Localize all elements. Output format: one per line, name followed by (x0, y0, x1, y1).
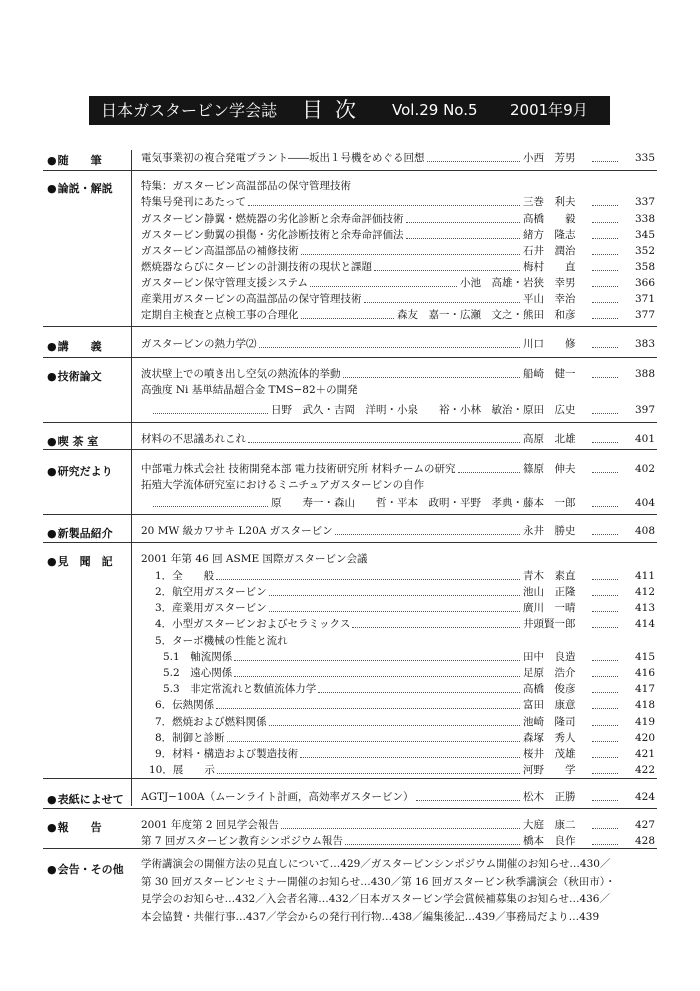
entry-title: 拓殖大学流体研究室におけるミニチュアガスタービンの自作 (141, 479, 425, 491)
toc-entry[interactable] (141, 495, 700, 511)
toc-entry[interactable] (141, 551, 700, 567)
toc-entry[interactable] (141, 477, 700, 493)
toc-entry[interactable] (141, 194, 700, 210)
entry-title: 2001 年第 46 回 ASME 国際ガスタービン会議 (141, 553, 368, 565)
page-number: 388 (635, 368, 656, 380)
entry-title: 特集号発刊にあたって (141, 196, 246, 208)
page-number: 383 (635, 338, 656, 350)
dot-leader (592, 730, 618, 742)
dot-leader (592, 307, 618, 319)
entry-title: 産業用ガスタービンの高温部品の保守管理技術 (141, 293, 362, 305)
dot-leader (153, 495, 268, 507)
dot-leader (259, 336, 520, 348)
toc-entry[interactable] (141, 714, 700, 730)
entry-title: 5.2 遠心関係 (163, 667, 233, 679)
entry-author: 緒方 隆志 (523, 229, 576, 241)
journal-name: 日本ガスタービン学会誌 (101, 101, 278, 120)
section-label: ●報 告 (47, 821, 102, 834)
entry-author: 永井 勝史 (523, 525, 576, 537)
toc-entry[interactable] (141, 461, 700, 477)
dot-leader (592, 681, 618, 693)
entry-author: 小池 高雄・岩狭 幸男 (460, 277, 576, 289)
dot-leader (234, 649, 520, 661)
entry-title: 高強度 Ni 基単結晶超合金 TMS−82＋の開発 (141, 384, 358, 396)
page-number: 424 (635, 791, 656, 803)
dot-leader (310, 275, 457, 287)
dot-leader (592, 817, 618, 829)
dot-leader (592, 568, 618, 580)
toc-entry[interactable] (141, 291, 700, 307)
page-number: 427 (635, 819, 656, 831)
toc-entry[interactable] (141, 275, 700, 291)
section-label: ●研究だより (47, 465, 113, 478)
entry-author: 森塚 秀人 (523, 732, 576, 744)
toc-entry[interactable] (141, 746, 700, 762)
page-number: 404 (635, 497, 656, 509)
toc-entry[interactable] (141, 600, 700, 616)
page-number: 335 (635, 152, 656, 164)
dot-leader (406, 211, 520, 223)
entry-title: 20 MW 級カワサキ L20A ガスタービン (141, 525, 333, 537)
dot-leader (592, 194, 618, 206)
toc-entry[interactable] (141, 178, 700, 194)
section-label: ●講 義 (47, 340, 102, 353)
dot-leader (592, 150, 618, 162)
page-number: 418 (635, 699, 656, 711)
toc-entry[interactable] (141, 649, 700, 665)
page-number: 377 (635, 309, 656, 321)
entry-title: 中部電力株式会社 技術開発本部 電力技術研究所 材料チームの研究 (141, 463, 456, 475)
entry-title: 特集：ガスタービン高温部品の保守管理技術 (141, 180, 351, 192)
section-divider (43, 542, 657, 543)
dot-leader (592, 291, 618, 303)
dot-leader (301, 243, 520, 255)
section-label: ●会告・その他 (47, 863, 124, 876)
entry-author: 日野 武久・吉岡 洋明・小泉 裕・小林 敏治・原田 広史 (271, 404, 576, 416)
entry-author: 高原 北雄 (523, 433, 576, 445)
entry-author: 三巻 利夫 (523, 196, 576, 208)
dot-leader (248, 194, 520, 206)
entry-author: 河野 学 (523, 764, 576, 776)
entry-author: 川口 修 (523, 338, 576, 350)
page-number: 397 (635, 404, 656, 416)
dot-leader (406, 227, 520, 239)
section-divider (43, 808, 657, 809)
dot-leader (592, 243, 618, 255)
dot-leader (592, 665, 618, 677)
dot-leader (364, 291, 520, 303)
page-number: 338 (635, 213, 656, 225)
page-number: 345 (635, 229, 656, 241)
dot-leader (416, 789, 520, 801)
dot-leader (281, 817, 520, 829)
dot-leader (592, 259, 618, 271)
page-number: 408 (635, 525, 656, 537)
entry-author: 船崎 健一 (523, 368, 576, 380)
entry-author: 石井 潤治 (523, 245, 576, 257)
entry-title: ガスタービン保守管理支援システム (141, 277, 308, 289)
entry-author: 足原 浩介 (523, 667, 576, 679)
page-number: 402 (635, 463, 656, 475)
entry-title: 2001 年度第 2 回見学会報告 (141, 819, 279, 831)
entry-author: 青木 素直 (523, 570, 576, 582)
section-label: ●技術論文 (47, 370, 102, 383)
page-number: 422 (635, 764, 656, 776)
dot-leader (301, 307, 394, 319)
section-divider (43, 778, 657, 779)
dot-leader (269, 584, 520, 596)
section-divider (43, 848, 657, 849)
dot-leader (592, 402, 618, 414)
dot-leader (592, 584, 618, 596)
entry-title: 3．産業用ガスタービン (155, 602, 267, 614)
entry-title: 定期自主検査と点検工事の合理化 (141, 309, 299, 321)
dot-leader (592, 714, 618, 726)
dot-leader (345, 833, 520, 845)
toc-entry[interactable] (141, 402, 700, 418)
toc-entry[interactable] (141, 584, 700, 600)
dot-leader (592, 336, 618, 348)
entry-title: 2．航空用ガスタービン (155, 586, 267, 598)
column-divider (131, 150, 132, 806)
entry-title: AGTJ−100A（ムーンライト計画，高効率ガスタービン） (141, 791, 414, 803)
section-label: ●見 聞 記 (47, 555, 113, 568)
entry-author: 篠原 伸夫 (523, 463, 576, 475)
toc-entry[interactable] (141, 523, 700, 539)
dot-leader (592, 495, 618, 507)
dot-leader (352, 616, 520, 628)
toc-entry[interactable] (141, 336, 700, 352)
dot-leader (592, 227, 618, 239)
dot-leader (335, 523, 520, 535)
section-label: ●喫 茶 室 (47, 435, 99, 448)
entry-title: 8．制御と診断 (155, 732, 225, 744)
toc-entry[interactable] (141, 150, 700, 166)
dot-leader (269, 600, 520, 612)
toc-entry[interactable] (141, 382, 700, 398)
entry-title: ガスタービン高温部品の補修技術 (141, 245, 299, 257)
entry-title: 5．ターボ機械の性能と流れ (155, 635, 288, 647)
dot-leader (592, 789, 618, 801)
dot-leader (458, 461, 520, 473)
entry-author: 廣川 一晴 (523, 602, 576, 614)
page-number: 415 (635, 651, 656, 663)
entry-title: 9．材料・構造および製造技術 (155, 748, 299, 760)
misc-line[interactable]: 第 30 回ガスタービンセミナー開催のお知らせ…430／第 16 回ガスタービン秋季講演会（秋田市）・ (141, 875, 616, 888)
entry-title: 材料の不思議あれこれ (141, 433, 246, 445)
toc-entry[interactable] (141, 243, 700, 259)
entry-author: 橋本 良作 (523, 835, 576, 847)
toc-entry[interactable] (141, 730, 700, 746)
entry-title: 1．全 般 (155, 570, 215, 582)
toc-entry[interactable] (141, 789, 700, 805)
volume-number: Vol.29 No.5 (392, 101, 478, 119)
entry-title: 電気事業初の複合発電プラント――坂出１号機をめぐる回想 (141, 152, 425, 164)
dot-leader (592, 762, 618, 774)
toc-entry[interactable] (141, 697, 700, 713)
entry-author: 田中 良造 (523, 651, 576, 663)
page-title: 目次 (302, 98, 368, 122)
misc-line[interactable]: 学術講演会の開催方法の見直しについて…429／ガスタービンシンポジウム開催のお知らせ…430／ (141, 858, 611, 870)
entry-author: 桜井 茂雄 (523, 748, 576, 760)
dot-leader (592, 523, 618, 535)
section-label: ●新製品紹介 (47, 527, 113, 540)
entry-title: 第 7 回ガスタービン教育シンポジウム報告 (141, 835, 343, 847)
toc-entry[interactable] (141, 259, 700, 275)
entry-author: 梅村 直 (523, 261, 576, 273)
dot-leader (592, 461, 618, 473)
page-number: 401 (635, 433, 656, 445)
toc-entry[interactable] (141, 833, 700, 849)
page-number: 411 (635, 570, 656, 582)
dot-leader (248, 431, 520, 443)
entry-title: 7．燃焼および燃料関係 (155, 716, 267, 728)
dot-leader (300, 746, 520, 758)
page-number: 413 (635, 602, 656, 614)
entry-author: 高橋 毅 (523, 213, 576, 225)
toc-entry[interactable] (141, 633, 700, 649)
dot-leader (592, 275, 618, 287)
dot-leader (592, 431, 618, 443)
entry-title: 4．小型ガスタービンおよびセラミックス (155, 618, 351, 630)
dot-leader (592, 746, 618, 758)
section-divider (43, 514, 657, 515)
dot-leader (427, 150, 520, 162)
section-label: ●表紙によせて (47, 793, 124, 806)
dot-leader (592, 697, 618, 709)
toc-entry[interactable] (141, 211, 700, 227)
entry-author: 池崎 隆司 (523, 716, 576, 728)
dot-leader (227, 730, 520, 742)
issue-date: 2001年9月 (510, 101, 588, 119)
toc-entry[interactable] (141, 665, 700, 681)
dot-leader (592, 616, 618, 628)
toc-header (89, 96, 610, 125)
entry-title: 5.1 軸流関係 (163, 651, 233, 663)
page-number: 417 (635, 683, 656, 695)
section-divider (43, 170, 657, 171)
entry-author: 松木 正勝 (523, 791, 576, 803)
dot-leader (318, 681, 520, 693)
entry-title: ガスタービン静翼・燃焼器の劣化診断と余寿命評価技術 (141, 213, 404, 225)
entry-author: 小西 芳男 (523, 152, 576, 164)
entry-title: ガスタービン動翼の損傷・劣化診断技術と余寿命評価法 (141, 229, 404, 241)
section-label: ●随 筆 (47, 154, 102, 167)
entry-title: ガスタービンの熱力学⑵ (141, 338, 257, 350)
toc-entry[interactable] (141, 568, 700, 584)
section-divider (43, 422, 657, 423)
toc-entry[interactable] (141, 366, 700, 382)
page-number: 371 (635, 293, 656, 305)
dot-leader (592, 833, 618, 845)
section-divider (43, 326, 657, 327)
toc-entry[interactable] (141, 227, 700, 243)
misc-line[interactable]: 見学会のお知らせ…432／入会者名簿…432／日本ガスタービン学会賞候補募集のお知らせ…436／ (141, 893, 610, 905)
dot-leader (269, 714, 520, 726)
entry-title: 10．展 示 (149, 764, 215, 776)
toc-entry[interactable] (141, 616, 700, 632)
toc-entry[interactable] (141, 817, 700, 833)
section-divider (43, 449, 657, 450)
dot-leader (592, 366, 618, 378)
entry-title: 燃焼器ならびにタービンの計測技術の現状と課題 (141, 261, 372, 273)
section-divider (43, 357, 657, 358)
page-number: 414 (635, 618, 656, 630)
page-number: 337 (635, 196, 656, 208)
entry-author: 高橋 俊彦 (523, 683, 576, 695)
dot-leader (216, 568, 520, 580)
entry-author: 原 寿一・森山 哲・平本 政明・平野 孝典・藤本 一郎 (271, 497, 576, 509)
page-number: 366 (635, 277, 656, 289)
page-number: 421 (635, 748, 656, 760)
page-number: 428 (635, 835, 656, 847)
page-number: 420 (635, 732, 656, 744)
entry-author: 平山 幸治 (523, 293, 576, 305)
entry-author: 井頭賢一郎 (523, 618, 576, 630)
dot-leader (153, 402, 268, 414)
page-number: 412 (635, 586, 656, 598)
entry-title: 5.3 非定常流れと数値流体力学 (163, 683, 317, 695)
dot-leader (592, 600, 618, 612)
entry-author: 池山 正隆 (523, 586, 576, 598)
toc-entry[interactable] (141, 307, 700, 323)
page-number: 352 (635, 245, 656, 257)
section-label: ●論説・解説 (47, 182, 113, 195)
entry-author: 富田 康意 (523, 699, 576, 711)
dot-leader (217, 762, 520, 774)
dot-leader (234, 665, 520, 677)
misc-line[interactable]: 本会協賛・共催行事…437／学会からの発行刊行物…438／編集後記…439／事務局だより…439 (141, 910, 600, 923)
toc-entry[interactable] (141, 681, 700, 697)
dot-leader (374, 259, 520, 271)
entry-author: 森友 嘉一・広瀬 文之・熊田 和彦 (397, 309, 576, 321)
entry-title: 6．伝熱関係 (155, 699, 215, 711)
dot-leader (216, 697, 520, 709)
dot-leader (343, 366, 520, 378)
page-number: 416 (635, 667, 656, 679)
entry-author: 大庭 康二 (523, 819, 576, 831)
misc-notices (141, 856, 641, 926)
page-number: 419 (635, 716, 656, 728)
page-number: 358 (635, 261, 656, 273)
entry-title: 波状壁上での噴き出し空気の熱流体的挙動 (141, 368, 341, 380)
toc-entry[interactable] (141, 762, 700, 778)
dot-leader (592, 649, 618, 661)
dot-leader (592, 211, 618, 223)
toc-entry[interactable] (141, 431, 700, 447)
